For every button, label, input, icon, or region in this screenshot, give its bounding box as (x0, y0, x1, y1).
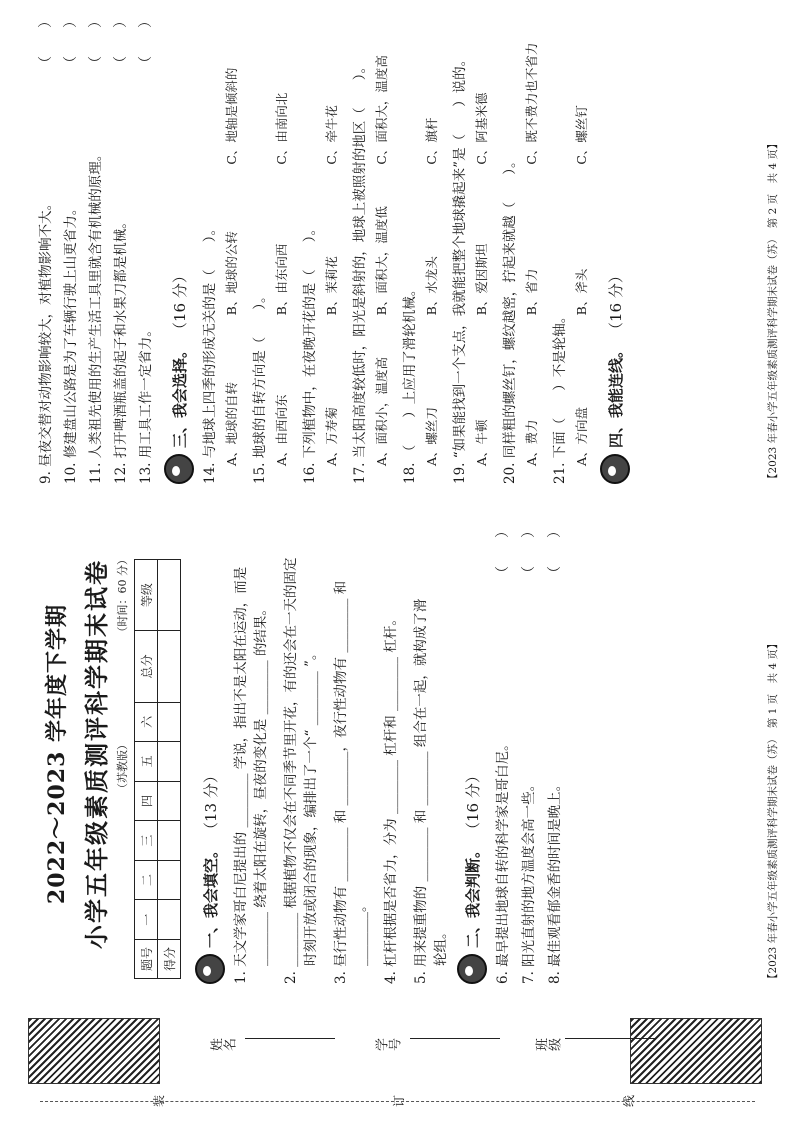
binding-strip (0, 1004, 794, 1124)
question-item: 8. 最佳观看郁金香的时间是晚上。 （ ） (547, 524, 563, 984)
question-item: 12. 打开啤酒瓶盖的起子和水果刀都是机械。 （ ） (113, 14, 129, 484)
question-item: 20. 同样粗的螺丝钉，螺纹越密，拧起来就越（ ）。 (502, 154, 518, 484)
option-a[interactable]: A、费力 (524, 419, 539, 466)
option-c[interactable]: C、螺丝钉 (574, 105, 589, 165)
question-text: 用来提重物的 ________ 和 ________ 组合在一起，就构成了滑 (413, 598, 429, 967)
score-cell[interactable] (158, 821, 181, 861)
name-field-label: 姓名 (210, 1039, 236, 1054)
question-item: 11. 人类祖先使用的生产生活工具里就含有机械的原理。 （ ） (88, 14, 104, 484)
question-item: 5. 用来提重物的 ________ 和 ________ 组合在一起，就构成了滑 (413, 598, 429, 984)
option-row (372, 14, 390, 466)
option-row (522, 14, 540, 466)
option-row (472, 14, 490, 466)
option-c[interactable]: C、由南向北 (274, 92, 289, 165)
option-b[interactable]: B、由东向西 (274, 243, 289, 316)
section-title: 一、我会填空。 (201, 842, 220, 948)
option-a[interactable]: A、螺丝刀 (424, 406, 439, 466)
answer-paren[interactable]: （ ） (495, 524, 511, 580)
mascot-icon (195, 954, 225, 984)
score-cell[interactable] (158, 560, 181, 631)
hatched-box (28, 1018, 160, 1084)
option-row (572, 14, 590, 466)
id-field-line[interactable] (410, 1038, 500, 1039)
question-text: ________ 绕着太阳在旋转，昼夜的变化是 ________ 的结果。 (253, 602, 269, 966)
question-text: 昼行性动物有 ________ 和 ________，夜行性动物有 ________ 和 (333, 580, 349, 967)
section-title: 三、我会选择。 (170, 342, 189, 448)
question-item: 7. 阳光直射的地方温度会高一些。 （ ） (521, 524, 537, 984)
option-b[interactable]: B、爱因斯坦 (474, 243, 489, 316)
score-header: 总分 (135, 631, 158, 702)
question-text: 天文学家哥白尼提出的 ________ 学说，指出不是太阳在运动，而是 (233, 566, 249, 967)
question-item: 10. 修建盘山公路是为了车辆行驶上山更省力。 （ ） (63, 14, 79, 484)
score-header: 等级 (135, 560, 158, 631)
option-c[interactable]: C、面积大，温度高 (374, 55, 389, 165)
question-item: 4. 杠杆根据是否省力，分为 ________ 杠杆和 ________ 杠杆。 (383, 612, 399, 984)
option-c[interactable]: C、阿基米德 (474, 92, 489, 165)
score-cell[interactable] (158, 781, 181, 821)
answer-paren[interactable]: （ ） (63, 14, 79, 70)
section-points: （16 分） (170, 268, 189, 337)
answer-paren[interactable]: （ ） (138, 14, 154, 70)
score-header: 四 (135, 781, 158, 821)
score-header: 五 (135, 742, 158, 782)
option-a[interactable]: A、地球的自转 (224, 381, 239, 466)
question-text: 杠杆根据是否省力，分为 ________ 杠杆和 ________ 杠杆。 (383, 612, 399, 967)
question-text: 轮组。 (433, 925, 449, 966)
cut-word: 装 (152, 1095, 166, 1108)
question-text: 时刻开放或闭合的现象，编排出了一个“ ________ ”。 (303, 646, 319, 966)
page-one (0, 524, 794, 984)
class-field-line[interactable] (565, 1038, 655, 1039)
footer-page-2: 【2023 年春小学五年级素质测评科学期末试卷（苏） 第 2 页 共 4 页】 (767, 138, 779, 484)
option-c[interactable]: C、旗杆 (424, 117, 439, 165)
question-item: 9. 昼夜交替对动物影响较大，对植物影响不大。 （ ） (38, 14, 54, 484)
question-item: 3. 昼行性动物有 ________ 和 ________，夜行性动物有 ________ 和 (333, 580, 349, 984)
section-matching (600, 14, 630, 484)
question-item: 16. 下列植物中，在夜晚开花的是（ ）。 (302, 221, 318, 484)
cut-word: 线 (622, 1095, 636, 1108)
score-header: 题号 (135, 940, 158, 979)
edition-label: （苏教版） (116, 739, 129, 794)
mascot-icon (164, 454, 194, 484)
question-text: ________。 (353, 898, 369, 966)
option-b[interactable]: B、斧头 (574, 268, 589, 316)
question-item: 21. 下面（ ）不是轮轴。 (552, 309, 568, 484)
class-field-label: 班级 (535, 1039, 561, 1054)
section-choice (164, 14, 194, 484)
exam-title-year: 2022～2023 学年度下学期 (44, 603, 70, 905)
section-points: （16 分） (463, 768, 482, 837)
option-b[interactable]: B、省力 (524, 268, 539, 316)
page-two (0, 14, 794, 484)
question-item: 2. ________ 根据植物不仅会在不同季节里开花，有的还会在一天的固定 (283, 557, 299, 984)
hatched-box (630, 1018, 762, 1084)
score-header: 三 (135, 821, 158, 861)
answer-paren[interactable]: （ ） (88, 14, 104, 70)
score-header: 一 (135, 900, 158, 940)
exam-title: 小学五年级素质测评科学期末试卷 (82, 559, 111, 949)
option-row (272, 14, 290, 466)
option-a[interactable]: A、牛顿 (474, 419, 489, 466)
mascot-icon (600, 454, 630, 484)
question-item: 6. 最早提出地球自转的科学家是哥白尼。 （ ） (495, 524, 511, 984)
option-row (422, 14, 440, 466)
option-a[interactable]: A、面积小，温度高 (374, 356, 389, 466)
answer-paren[interactable]: （ ） (521, 524, 537, 580)
time-label: （时间：60 分） (116, 554, 129, 638)
section-points: （13 分） (201, 768, 220, 837)
cut-word: 订 (392, 1095, 406, 1108)
score-header: 二 (135, 860, 158, 900)
option-row (222, 14, 240, 466)
question-item: 15. 地球的自转方向是（ ）。 (252, 289, 268, 484)
option-b[interactable]: B、茉莉花 (324, 256, 339, 316)
option-b[interactable]: B、面积大，温度低 (374, 206, 389, 316)
score-cell[interactable] (158, 742, 181, 782)
option-b[interactable]: B、水龙头 (424, 256, 439, 316)
score-cell[interactable] (158, 702, 181, 742)
section-judge (457, 524, 487, 984)
option-row (322, 14, 340, 466)
option-c[interactable]: C、既不费力也不省力 (524, 42, 539, 165)
id-field-label: 学号 (375, 1039, 401, 1054)
question-item: 1. 天文学家哥白尼提出的 ________ 学说，指出不是太阳在运动，而是 (233, 566, 249, 984)
section-points: （16 分） (606, 268, 625, 337)
section-title: 二、我会判断。 (463, 842, 482, 948)
question-item: 19. “如果能找到一个支点，我就能把整个地球撬起来”是（ ）说的。 (452, 52, 468, 484)
score-cell[interactable] (158, 900, 181, 940)
answer-paren[interactable]: （ ） (38, 14, 54, 70)
question-item: 14. 与地球上四季的形成无关的是（ ）。 (202, 221, 218, 484)
mascot-icon (457, 954, 487, 984)
score-header: 六 (135, 702, 158, 742)
question-item: 13. 用工具工作一定省力。 （ ） (138, 14, 154, 484)
option-b[interactable]: B、地球的公转 (224, 231, 239, 316)
section-title: 四、我能连线。 (606, 342, 625, 448)
answer-paren[interactable]: （ ） (113, 14, 129, 70)
option-a[interactable]: A、方向盘 (574, 406, 589, 466)
option-c[interactable]: C、地轴是倾斜的 (224, 67, 239, 165)
section-fill-blank (195, 524, 225, 984)
question-text: ________ 根据植物不仅会在不同季节里开花，有的还会在一天的固定 (283, 557, 299, 967)
question-item: 18. （ ）上应用了滑轮机械。 (402, 282, 418, 484)
question-item: 17. 当太阳高度较低时，阳光是斜射的，地球上被照射的地区（ ）。 (352, 59, 368, 484)
option-a[interactable]: A、万寿菊 (324, 406, 339, 466)
option-c[interactable]: C、牵牛花 (324, 105, 339, 165)
footer-page-1: 【2023 年春小学五年级素质测评科学期末试卷（苏） 第 1 页 共 4 页】 (767, 638, 779, 984)
score-row-label: 得分 (158, 940, 181, 979)
score-table (134, 559, 181, 979)
score-cell[interactable] (158, 860, 181, 900)
score-cell[interactable] (158, 631, 181, 702)
answer-paren[interactable]: （ ） (547, 524, 563, 580)
name-field-line[interactable] (245, 1038, 335, 1039)
option-a[interactable]: A、由西向东 (274, 394, 289, 466)
